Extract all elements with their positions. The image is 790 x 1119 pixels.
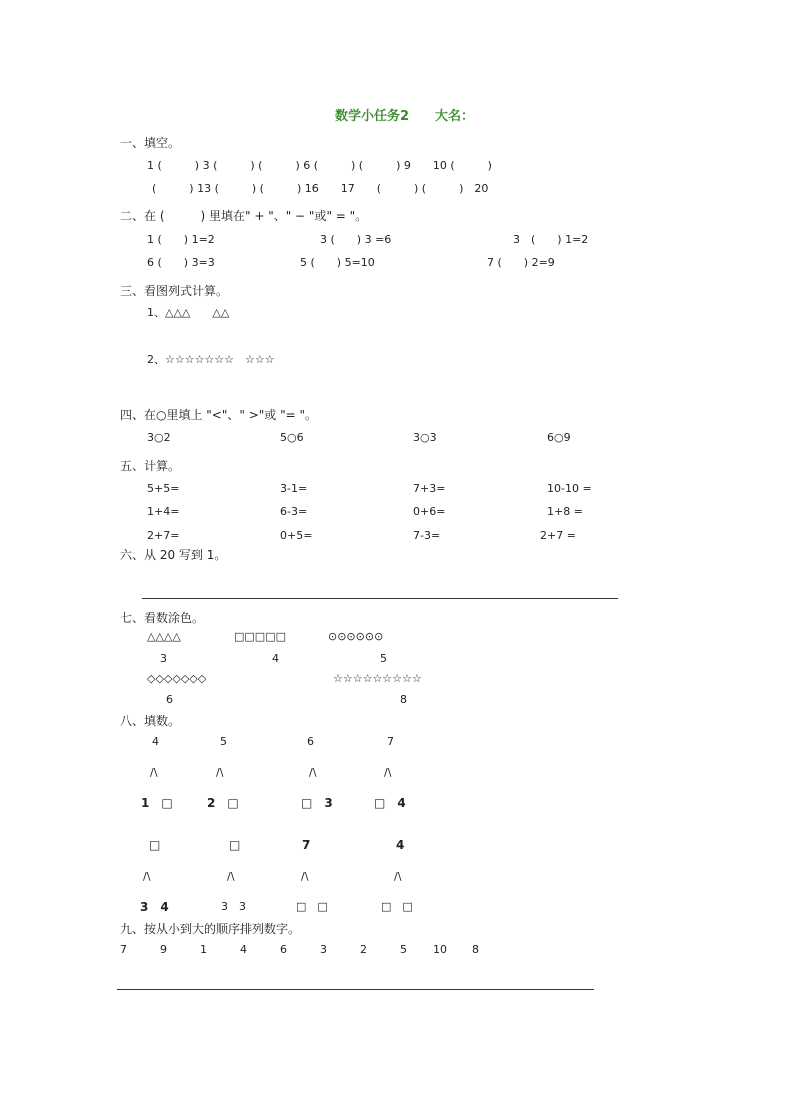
sort-number: 1: [200, 943, 207, 956]
sort-number: 5: [400, 943, 407, 956]
section-4-heading: 四、在○里填上 "<"、" >"或 "= "。: [120, 408, 318, 422]
calc-item: 10-10 =: [547, 482, 592, 495]
compare-item: 6○9: [547, 431, 571, 444]
color-count: 6: [166, 693, 173, 706]
calc-item: 0+6=: [413, 505, 446, 518]
sort-number: 10: [433, 943, 447, 956]
op-item: 7 ( ) 2=9: [487, 256, 555, 269]
number-bottom: 3 4: [140, 900, 169, 914]
square-shapes: □□□□□: [234, 630, 286, 643]
calc-item: 7+3=: [413, 482, 446, 495]
section-1-heading: 一、填空。: [120, 136, 181, 150]
color-count: 8: [400, 693, 407, 706]
calc-item: 3-1=: [280, 482, 308, 495]
color-count: 5: [380, 652, 387, 665]
sort-number: 2: [360, 943, 367, 956]
number-bottom: □ □: [296, 900, 328, 913]
number-bottom: □ □: [381, 900, 413, 913]
op-item: 3 ( ) 3 =6: [320, 233, 392, 246]
number-bottom: 2 □: [207, 796, 239, 810]
star-shapes: ☆☆☆☆☆☆☆☆☆: [333, 672, 422, 685]
number-top: 7: [387, 735, 394, 748]
sort-number: 4: [240, 943, 247, 956]
op-item: 6 ( ) 3=3: [147, 256, 215, 269]
fork: /\: [394, 870, 402, 883]
number-bottom: 1 □: [141, 796, 173, 810]
op-item: 1 ( ) 1=2: [147, 233, 215, 246]
calc-item: 1+8 =: [547, 505, 583, 518]
fork: /\: [216, 766, 224, 779]
answer-line: [117, 989, 594, 990]
color-count: 4: [272, 652, 279, 665]
number-top: 7: [302, 838, 311, 852]
fork: /\: [150, 766, 158, 779]
number-top: 4: [152, 735, 159, 748]
fork: /\: [301, 870, 309, 883]
sort-number: 8: [472, 943, 479, 956]
circle-shapes: ⊙⊙⊙⊙⊙⊙: [328, 630, 384, 643]
section-8-heading: 八、填数。: [120, 714, 181, 728]
calc-item: 5+5=: [147, 482, 180, 495]
number-bottom: 3 3: [221, 900, 246, 913]
section-3-heading: 三、看图列式计算。: [120, 284, 229, 298]
section-6-heading: 六、从 20 写到 1。: [120, 548, 227, 562]
fork: /\: [309, 766, 317, 779]
sort-number: 9: [160, 943, 167, 956]
picture-problem-1: 1、△△△ △△: [147, 306, 230, 319]
fill-row-1: 1 ( ) 3 ( ) ( ) 6 ( ) ( ) 9 10 ( ): [147, 159, 492, 172]
calc-item: 2+7 =: [540, 529, 576, 542]
sort-number: 6: [280, 943, 287, 956]
compare-item: 3○3: [413, 431, 437, 444]
section-7-heading: 七、看数涂色。: [120, 611, 205, 625]
calc-item: 0+5=: [280, 529, 313, 542]
op-item: 5 ( ) 5=10: [300, 256, 375, 269]
fill-row-2: ( ) 13 ( ) ( ) 16 17 ( ) ( ) 20: [152, 182, 489, 195]
picture-problem-2: 2、☆☆☆☆☆☆☆ ☆☆☆: [147, 353, 275, 366]
compare-item: 5○6: [280, 431, 304, 444]
number-top: □: [149, 838, 161, 852]
number-top: 5: [220, 735, 227, 748]
number-bottom: □ 3: [301, 796, 333, 810]
sort-number: 7: [120, 943, 127, 956]
number-top: 6: [307, 735, 314, 748]
number-bottom: □ 4: [374, 796, 406, 810]
color-count: 3: [160, 652, 167, 665]
section-9-heading: 九、按从小到大的顺序排列数字。: [120, 922, 301, 936]
calc-item: 2+7=: [147, 529, 180, 542]
sort-number: 3: [320, 943, 327, 956]
calc-item: 1+4=: [147, 505, 180, 518]
compare-item: 3○2: [147, 431, 171, 444]
fork: /\: [227, 870, 235, 883]
op-item: 3 ( ) 1=2: [513, 233, 589, 246]
section-2-heading: 二、在 ( ) 里填在" + "、" − "或" = "。: [120, 209, 368, 223]
page-title: 数学小任务2 大名：: [335, 109, 475, 124]
fork: /\: [143, 870, 151, 883]
number-top: 4: [396, 838, 405, 852]
fork: /\: [384, 766, 392, 779]
section-5-heading: 五、计算。: [120, 459, 181, 473]
diamond-shapes: ◇◇◇◇◇◇◇: [147, 672, 207, 685]
calc-item: 7-3=: [413, 529, 441, 542]
number-top: □: [229, 838, 241, 852]
answer-line: [142, 598, 618, 599]
triangle-shapes: △△△△: [147, 630, 181, 643]
calc-item: 6-3=: [280, 505, 308, 518]
